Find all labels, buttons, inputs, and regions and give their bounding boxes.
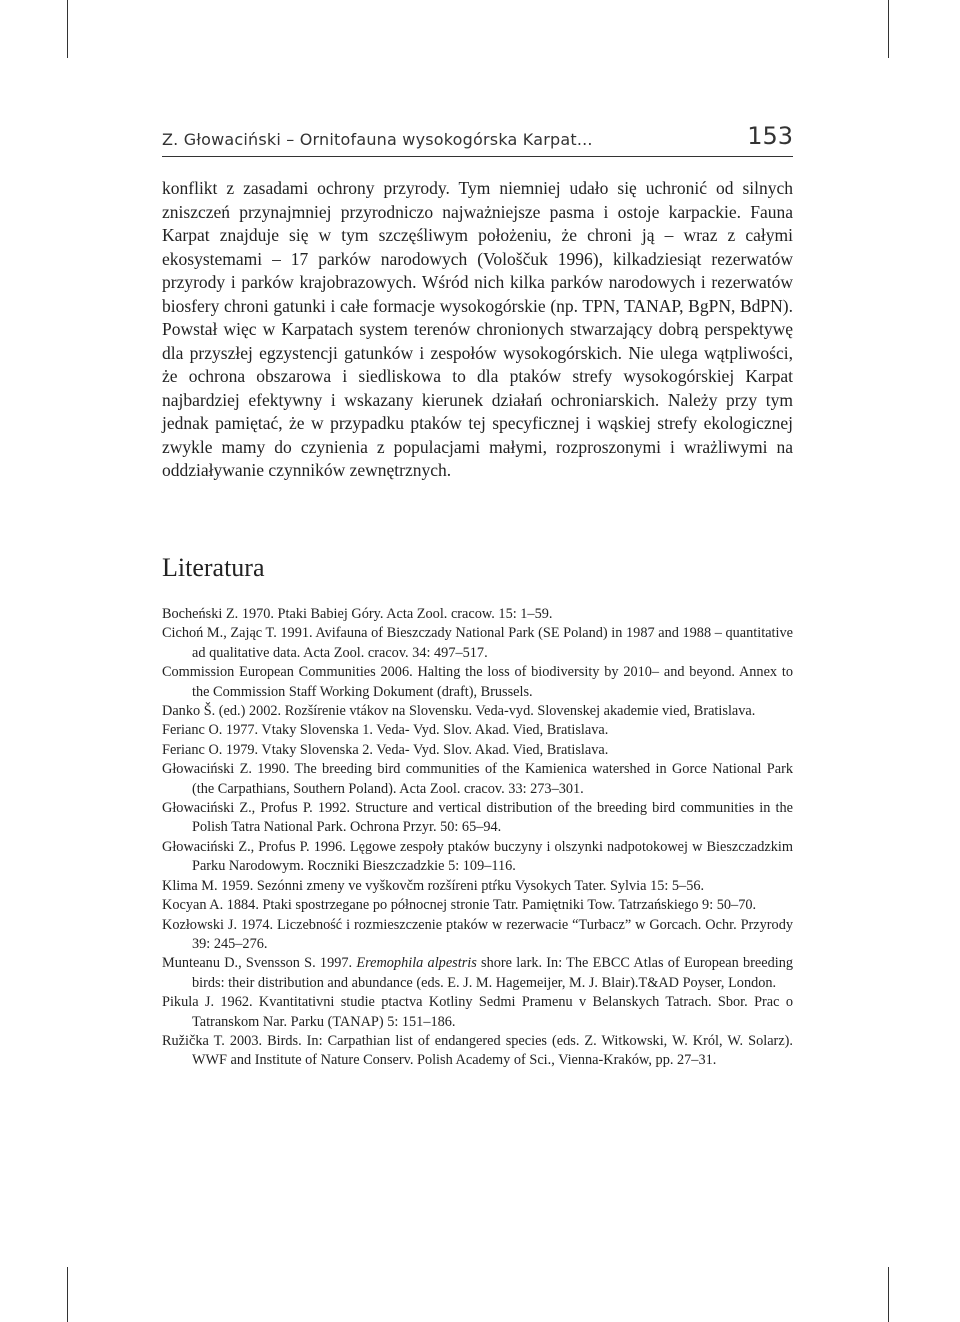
section-heading-literatura: Literatura — [162, 553, 265, 582]
reference-item: Cichoń M., Zając T. 1991. Avifauna of Bieszczady National Park (SE Poland) in 1987 and 1988 – quantitative ad qualitative data. Acta Zool. cracov. 34: 497–517. — [162, 625, 793, 661]
reference-item: Głowaciński Z. 1990. The breeding bird communities of the Kamienica watershed in Gorce National Park (the Carpathians, Southern Poland). Acta Zool. cracov. 33: 273–301. — [162, 761, 793, 797]
reference-item: Kozłowski J. 1974. Liczebność i rozmieszczenie ptaków w rezerwacie “Turbacz” w Gorcach. Ochr. Przyrody 39: 245–276. — [162, 916, 793, 952]
reference-item: Głowaciński Z., Profus P. 1992. Structure and vertical distribution of the breeding bird communities in the Polish Tatra National Park. Ochrona Przyr. 50: 65–94. — [162, 800, 793, 836]
body-text — [162, 177, 793, 483]
reference-item: Danko Š. (ed.) 2002. Rozšírenie vtákov na Slovensku. Veda-vyd. Slovenskej akademie vied, Bratislava. — [162, 703, 756, 720]
reference-item: Pikula J. 1962. Kvantitativni studie ptactva Kotliny Sedmi Pramenu v Belanskych Tatrach. Sbor. Prac o Tatranskom Nar. Parku (TANAP) 5: 151–186. — [162, 994, 793, 1030]
reference-item: Commission European Communities 2006. Halting the loss of biodiversity by 2010– and beyond. Annex to the Commission Staff Working Dokument (draft), Brussels. — [162, 664, 793, 700]
reference-item: Ferianc O. 1979. Vtaky Slovenska 2. Veda- Vyd. Slov. Akad. Vied, Bratislava. — [162, 741, 609, 758]
crop-mark-bottom-right — [888, 1267, 889, 1322]
reference-text: Munteanu D., Svensson S. 1997. — [162, 955, 357, 972]
crop-mark-top-left — [67, 0, 68, 58]
species-name: Eremophila alpestris — [356, 955, 477, 972]
reference-item: Klima M. 1959. Sezónni zmeny ve vyškovčm rozšíreni ptŕku Vysokych Tater. Sylvia 15: 5–56. — [162, 877, 705, 894]
running-header — [162, 120, 793, 157]
reference-item: Głowaciński Z., Profus P. 1996. Lęgowe zespoły ptaków buczyny i olszynki nadpotokowej w Bieszczadzkim Parku Narodowym. Roczniki Bieszczadzkie 5: 109–116. — [162, 838, 793, 875]
reference-list — [162, 605, 793, 1071]
reference-item: Ružička T. 2003. Birds. In: Carpathian list of endangered species (eds. Z. Witkowski, W. Król, W. Solarz). WWF and Institute of Nature Conserv. Polish Academy of Sci., Vienna-Kraków, pp. 27–31. — [162, 1032, 793, 1069]
reference-item: Kocyan A. 1884. Ptaki spostrzegane po północnej stronie Tatr. Pamiętniki Tow. Tatrzańskiego 9: 50–70. — [162, 897, 757, 914]
crop-mark-top-right — [888, 0, 889, 58]
reference-item: Bocheński Z. 1970. Ptaki Babiej Góry. Acta Zool. cracow. 15: 1–59. — [162, 606, 553, 622]
crop-mark-bottom-left — [67, 1267, 68, 1322]
reference-text: shore lark. In: The EBCC Atlas of European breeding birds: their distribution and abundance (eds. E. J. M. Hagemeijer, M. J. Blair).T&AD Poyser, London. — [192, 955, 793, 991]
page-number: 153 — [747, 122, 793, 150]
reference-item: Ferianc O. 1977. Vtaky Slovenska 1. Veda- Vyd. Slov. Akad. Vied, Bratislava. — [162, 722, 609, 739]
body-paragraph: konflikt z zasadami ochrony przyrody. Tym niemniej udało się uchronić od silnych zniszczeń przynajmniej przyrodniczo najważniejsze pasma i ostoje karpackie. Fauna Karpat znajduje się w tym szczęśliwym położeniu, że chroni ją – wraz z całymi ekosystemami – 17 parków narodowych (Vološčuk 1996), kilkadziesiąt rezerwatów przyrody i parków krajobrazowych. Wśród nich kilka parków narodowych i rezerwatów biosfery chroni gatunki i całe formacje wysokogórskie (np. TPN, TANAP, BgPN, BdPN). Powstał więc w Karpatach system terenów chronionych stwarzający dobrą perspektywę dla przyszłej egzystencji gatunków i zespołów wysokogórskich. Nie ulega wątpliwości, że ochrona obszarowa i siedliskowa to dla ptaków strefy wysokogórskiej Karpat najbardziej efektywny i wskazany kierunek działań ochroniarskich. Należy przy tym jednak pamiętać, że w przypadku ptaków tej specyficznej i wąskiej strefy ekologicznej zwykle mamy do czynienia z populacjami małymi, rozproszonymi i wrażliwymi na oddziaływanie czynników zewnętrznych. — [162, 178, 793, 480]
running-title: Z. Głowaciński – Ornitofauna wysokogórska Karpat... — [162, 130, 593, 149]
reference-item-munteanu — [162, 954, 793, 993]
